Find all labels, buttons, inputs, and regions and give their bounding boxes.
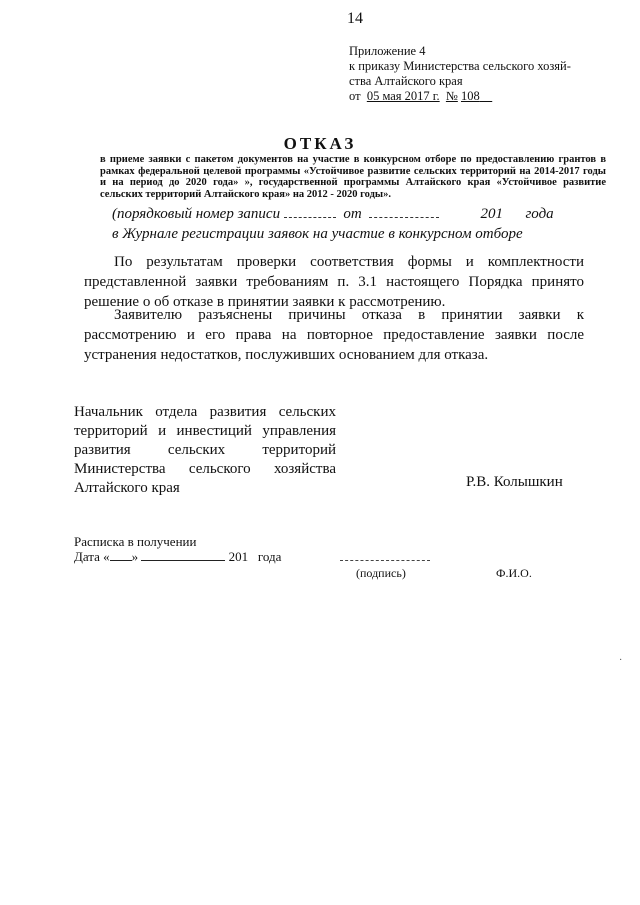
receipt-label: Расписка в получении <box>74 534 197 549</box>
signatory-name: Р.В. Колышкин <box>466 474 563 490</box>
appendix-header <box>349 44 609 104</box>
receipt-date-close: » <box>131 549 139 564</box>
receipt-day-blank <box>110 549 132 561</box>
registration-year-suffix: года <box>525 206 554 222</box>
receipt-date-line <box>74 549 281 565</box>
registration-journal: в Журнале регистрации заявок на участие в конкурсном отборе <box>112 226 523 242</box>
record-number-blank <box>284 205 336 218</box>
corner-mark: · <box>619 655 623 666</box>
signatory-position: Начальник отдела развития сельских территорий и инвестиций управления развития сельских территорий Министерства сельского хозяйства Алтайского края <box>74 404 336 496</box>
appendix-line-2: к приказу Министерства сельского хозяй- <box>349 59 571 73</box>
registration-line <box>112 205 612 223</box>
appendix-date-line <box>349 89 609 104</box>
document-subject: в приеме заявки с пакетом документов на участие в конкурсном отборе по предоставлению грантов в рамках федеральной целевой программы «Устойчивое развитие сельских территорий на 2014-2017 годы и на период до 2020 года» », государственной программы Алтайского края «Устойчивое развитие сельских территорий Алтайского края» на 2012 - 2020 годы». <box>100 154 606 200</box>
signature-caption: (подпись) <box>356 566 406 580</box>
registration-year-prefix: 201 <box>480 206 503 222</box>
fio-caption: Ф.И.О. <box>496 566 532 580</box>
appendix-line-3: ства Алтайского края <box>349 74 463 88</box>
receipt-year-prefix: 201 <box>228 549 249 564</box>
appendix-line-1: Приложение 4 <box>349 44 426 58</box>
registration-prefix: (порядковый номер записи <box>112 206 281 222</box>
appendix-date-prefix: от <box>349 89 361 103</box>
appendix-number-value: 108 <box>460 89 480 103</box>
appendix-date-value: 05 мая 2017 г. <box>366 89 440 103</box>
receipt-month-blank <box>141 549 225 561</box>
signature-line <box>340 560 430 561</box>
document-title: ОТКАЗ <box>283 134 357 153</box>
receipt-date-label: Дата « <box>74 549 110 564</box>
paragraph-result: По результатам проверки соответствия формы и комплектности представленной заявки требованиям п. 3.1 настоящего Порядка принято решение о об отказе в принятии заявки к рассмотрению. <box>84 254 584 310</box>
receipt-year-suffix: года <box>257 549 282 564</box>
paragraph-explanation: Заявителю разъяснены причины отказа в принятии заявки к рассмотрению и его права на повторное предоставление заявки после устранения недостатков, послуживших основанием для отказа. <box>84 307 584 363</box>
appendix-number-prefix: № <box>445 89 458 103</box>
registration-from: от <box>343 206 362 222</box>
page-number: 14 <box>347 10 363 27</box>
record-date-blank <box>369 205 439 218</box>
